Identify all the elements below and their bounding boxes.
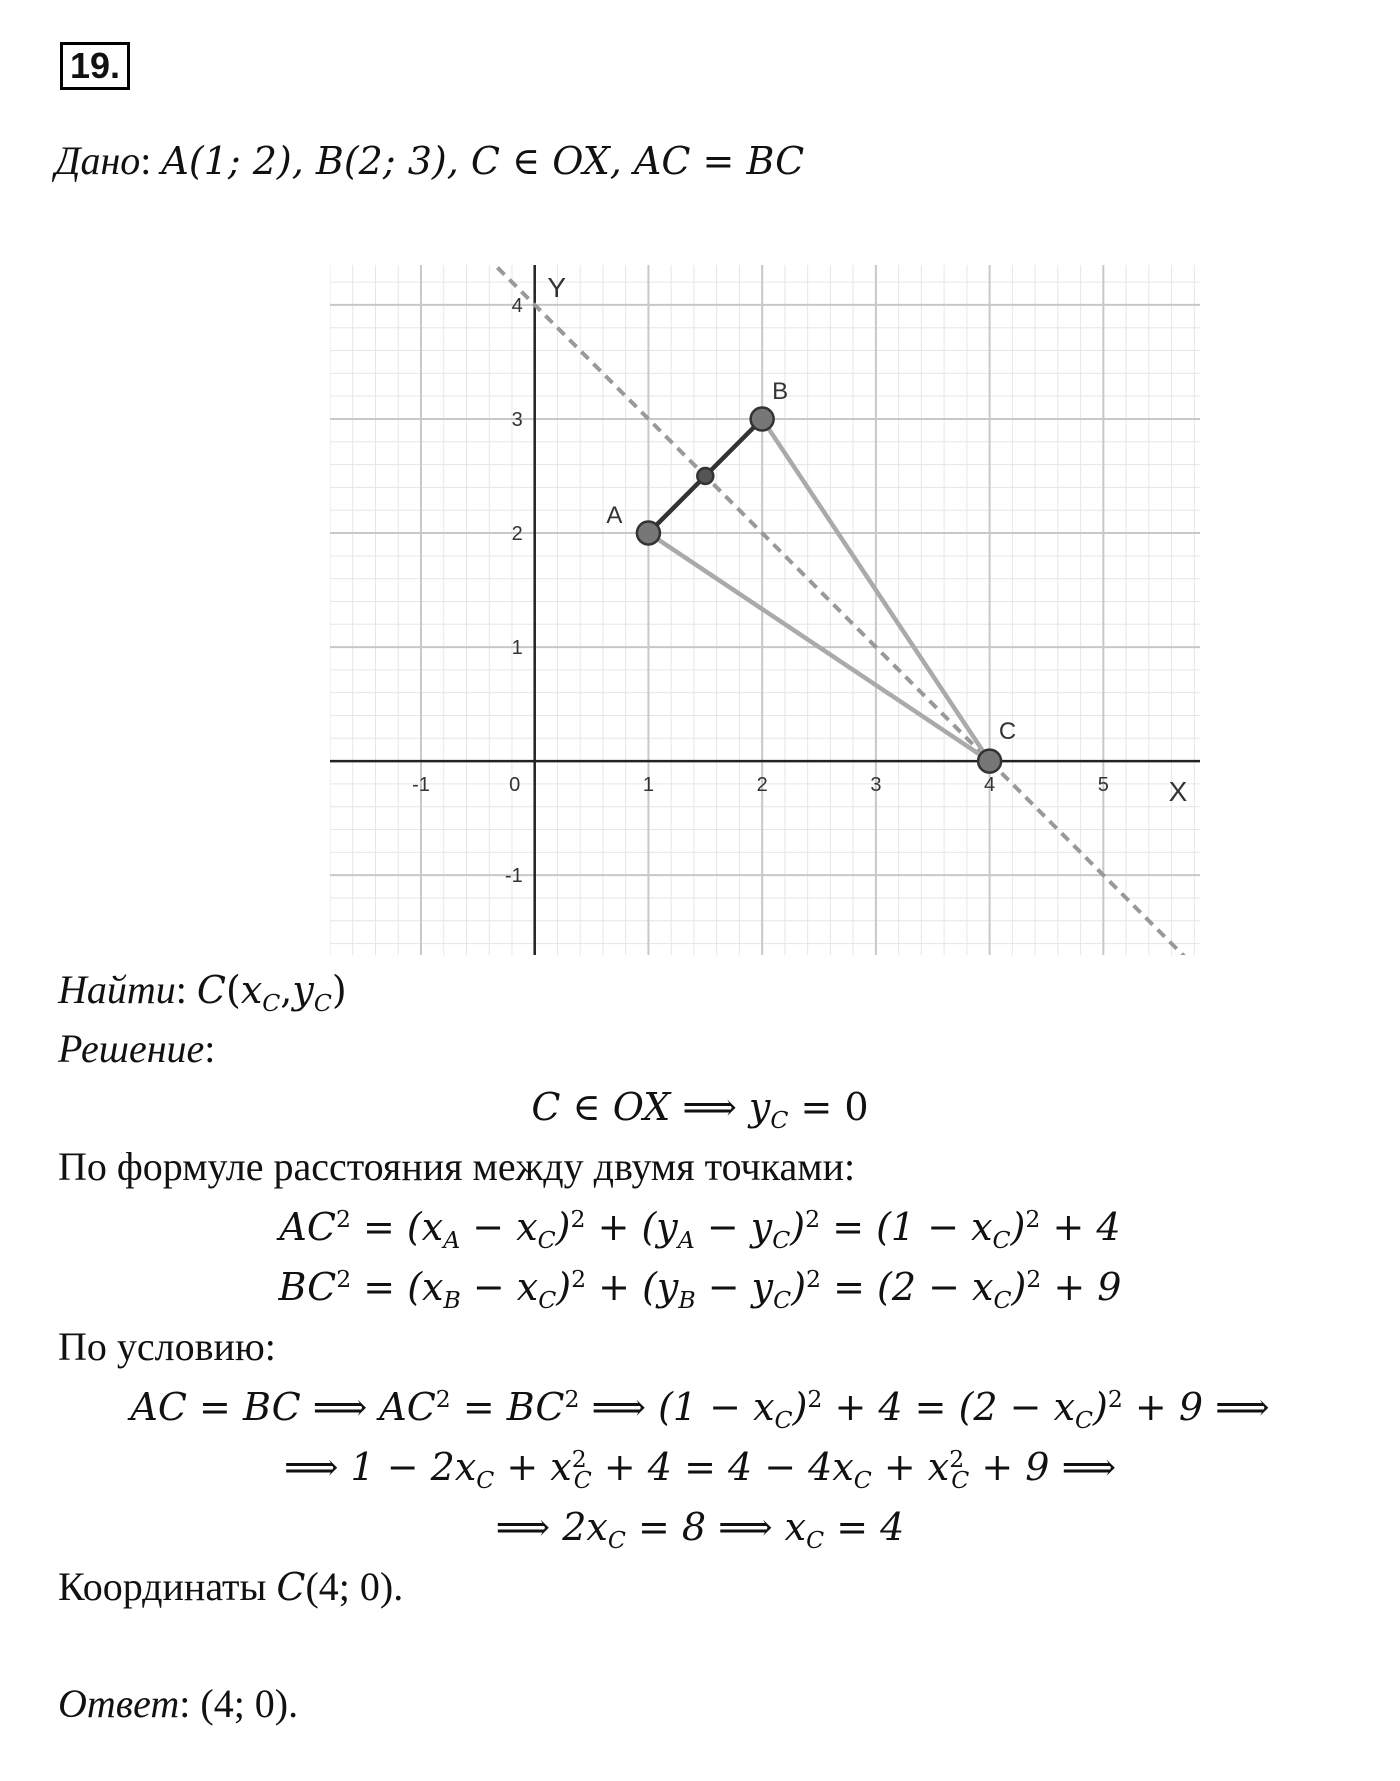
formula-intro: По формуле расстояния между двумя точками: (58, 1144, 856, 1189)
equation-condition-3: ⟹ $2x_C = 8$ ⟹ $x_C = 4$ (495, 1505, 905, 1555)
y-tick-label: 1 (511, 637, 523, 660)
y-tick-label: -1 (504, 865, 523, 888)
equation-condition-1: AC = BC ⟹ $AC^2 = BC^2$ ⟹ $(1 - x_C)^2 + 4 = (2 - x_C)^2 + 9$ ⟹ (130, 1385, 1270, 1435)
y-axis-label: Y (547, 272, 567, 303)
answer-line: Ответ: (4; 0). (58, 1681, 299, 1726)
y-tick-label: 3 (511, 408, 523, 431)
answer-value: (4; 0). (200, 1681, 299, 1726)
y-tick-label: 4 (511, 294, 523, 317)
point-c (978, 750, 1001, 773)
x-tick-label: 5 (1097, 774, 1109, 797)
dashed-line (341, 265, 1200, 955)
x-tick-label: 0 (509, 774, 521, 797)
perpendicular-bisector (341, 265, 1200, 955)
given-colon: : (140, 138, 162, 183)
coordinate-graph (330, 265, 1200, 955)
problem-number: 19. (60, 42, 130, 90)
given-expression: A(1; 2), B(2; 3), C ∈ OX, AC = BC (161, 139, 805, 183)
point-label-c: C (998, 718, 1017, 746)
x-axis-label: X (1168, 776, 1188, 808)
find-colon: : (175, 967, 197, 1012)
find-expression: $C(x_C,y_C)$ (196, 968, 347, 1018)
equation-condition-2: ⟹ $1 - 2x_C + x^2_C + 4 = 4 - 4x_C + x^2_C + 9$ ⟹ (283, 1445, 1117, 1495)
x-tick-label: 2 (756, 774, 768, 797)
point-b (751, 407, 774, 430)
equation-y-c: C ∈ OX ⟹ $y_C = 0$ (531, 1085, 869, 1135)
coordinates-line: Координаты C(4; 0). (58, 1564, 404, 1609)
equation-bc: $BC^2 = (x_B - x_C)^2 + (y_B - y_C)^2 = (2 - x_C)^2 + 9$ (278, 1265, 1122, 1315)
point-label-b: B (772, 377, 789, 405)
x-tick-label: 3 (870, 774, 882, 797)
solution-label: Решение: (58, 1026, 216, 1071)
find-line (58, 966, 347, 1018)
point-m (697, 468, 713, 484)
graph-labels (412, 272, 1188, 887)
find-label: Найти (58, 967, 176, 1012)
point-a (637, 522, 660, 545)
x-tick-label: 1 (642, 774, 654, 797)
point-label-a: A (606, 502, 623, 530)
answer-label: Ответ (58, 1681, 180, 1726)
given-line (55, 137, 804, 185)
x-tick-label: 4 (984, 774, 996, 797)
condition-intro: По условию: (58, 1324, 276, 1369)
given-label: Дано (55, 138, 141, 183)
y-tick-label: 2 (511, 523, 523, 546)
equation-ac: $AC^2 = (x_A - x_C)^2 + (y_A - y_C)^2 = (1 - x_C)^2 + 4$ (279, 1205, 1121, 1255)
x-tick-label: -1 (412, 774, 430, 797)
